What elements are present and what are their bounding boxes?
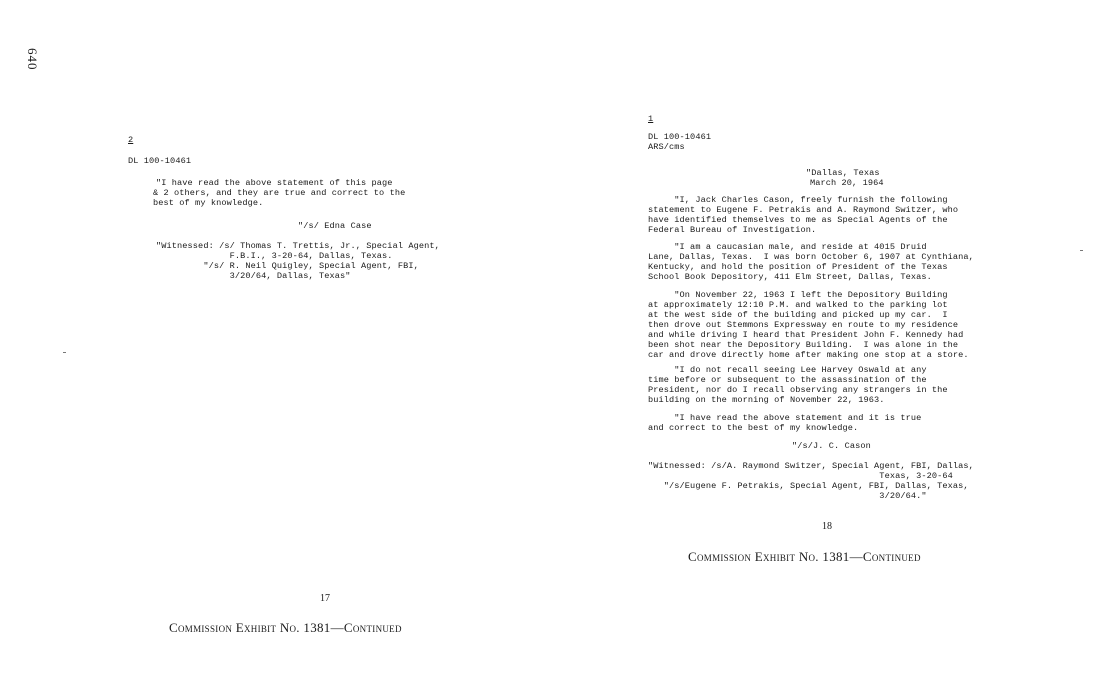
left-statement-line: & 2 others, and they are true and correct to the bbox=[153, 188, 406, 198]
right-text-line: and correct to the best of my knowledge. bbox=[648, 423, 859, 433]
scan-speck bbox=[1080, 250, 1083, 251]
left-page-marker: 2 bbox=[128, 135, 134, 145]
right-paragraph bbox=[648, 242, 974, 282]
right-text-line: Lane, Dallas, Texas. I was born October 6, 1907 at Cynthiana, bbox=[648, 252, 974, 262]
scan-speck bbox=[63, 352, 66, 353]
right-witness-line: "Witnessed: /s/A. Raymond Switzer, Special Agent, FBI, Dallas, bbox=[648, 461, 974, 471]
left-signature: "/s/ Edna Case bbox=[298, 221, 372, 231]
right-text-line: President, nor do I recall observing any strangers in the bbox=[648, 385, 948, 395]
right-text-line: have identified themselves to me as Special Agents of the bbox=[648, 215, 948, 225]
right-initials: ARS/cms bbox=[648, 142, 685, 152]
right-paragraph bbox=[648, 365, 948, 405]
right-text-line: at approximately 12:10 P.M. and walked to the parking lot bbox=[648, 300, 948, 310]
right-text-line: "On November 22, 1963 I left the Depository Building bbox=[648, 290, 948, 300]
right-paragraph bbox=[648, 413, 921, 433]
left-witness-line: F.B.I., 3-20-64, Dallas, Texas. bbox=[156, 251, 393, 261]
right-text-line: Federal Bureau of Investigation. bbox=[648, 225, 817, 235]
right-text-line: School Book Depository, 411 Elm Street, Dallas, Texas. bbox=[648, 272, 932, 282]
right-text-line: at the west side of the building and picked up my car. I bbox=[648, 310, 948, 320]
right-witness-line: "/s/Eugene F. Petrakis, Special Agent, FBI, Dallas, Texas, bbox=[648, 481, 969, 491]
right-text-line: "I do not recall seeing Lee Harvey Oswald at any bbox=[648, 365, 927, 375]
right-text-line: car and drove directly home after making one stop at a store. bbox=[648, 350, 969, 360]
left-statement bbox=[153, 178, 406, 208]
right-witness-line: Texas, 3-20-64 bbox=[648, 471, 953, 481]
left-witness-line: "Witnessed: /s/ Thomas T. Trettis, Jr., Special Agent, bbox=[156, 241, 440, 251]
right-page-marker: 1 bbox=[648, 114, 654, 124]
right-text-line: "I have read the above statement and it is true bbox=[648, 413, 922, 423]
right-place: "Dallas, Texas bbox=[806, 168, 880, 178]
right-paragraph bbox=[648, 195, 958, 235]
right-text-line: and while driving I heard that President John F. Kennedy had bbox=[648, 330, 964, 340]
right-text-line: "I, Jack Charles Cason, freely furnish the following bbox=[648, 195, 948, 205]
left-caption: Commission Exhibit No. 1381—Continued bbox=[169, 620, 402, 635]
right-text-line: been shot near the Depository Building. I was alone in the bbox=[648, 340, 959, 350]
left-statement-line: best of my knowledge. bbox=[153, 198, 264, 208]
left-statement-line: "I have read the above statement of this page bbox=[156, 178, 393, 188]
left-witness-line: 3/20/64, Dallas, Texas" bbox=[156, 271, 351, 281]
right-paragraph bbox=[648, 290, 969, 360]
right-folio: 18 bbox=[822, 521, 832, 532]
left-folio: 17 bbox=[320, 593, 330, 604]
left-witness-line: "/s/ R. Neil Quigley, Special Agent, FBI, bbox=[156, 261, 419, 271]
right-date: March 20, 1964 bbox=[810, 178, 884, 188]
left-file-number: DL 100-10461 bbox=[128, 156, 192, 166]
right-text-line: statement to Eugene F. Petrakis and A. Raymond Switzer, who bbox=[648, 205, 959, 215]
right-caption: Commission Exhibit No. 1381—Continued bbox=[688, 549, 921, 564]
right-text-line: "I am a caucasian male, and reside at 4015 Druid bbox=[648, 242, 927, 252]
left-witness-block bbox=[156, 241, 440, 281]
right-file-number: DL 100-10461 bbox=[648, 132, 712, 142]
right-text-line: Kentucky, and hold the position of President of the Texas bbox=[648, 262, 948, 272]
margin-page-number: 640 bbox=[25, 48, 40, 71]
right-signature: "/s/J. C. Cason bbox=[792, 441, 871, 451]
right-text-line: then drove out Stemmons Expressway en route to my residence bbox=[648, 320, 959, 330]
right-text-line: time before or subsequent to the assassination of the bbox=[648, 375, 927, 385]
right-witness-line: 3/20/64." bbox=[648, 491, 927, 501]
right-text-line: building on the morning of November 22, 1963. bbox=[648, 395, 885, 405]
right-witness-block bbox=[648, 461, 974, 501]
